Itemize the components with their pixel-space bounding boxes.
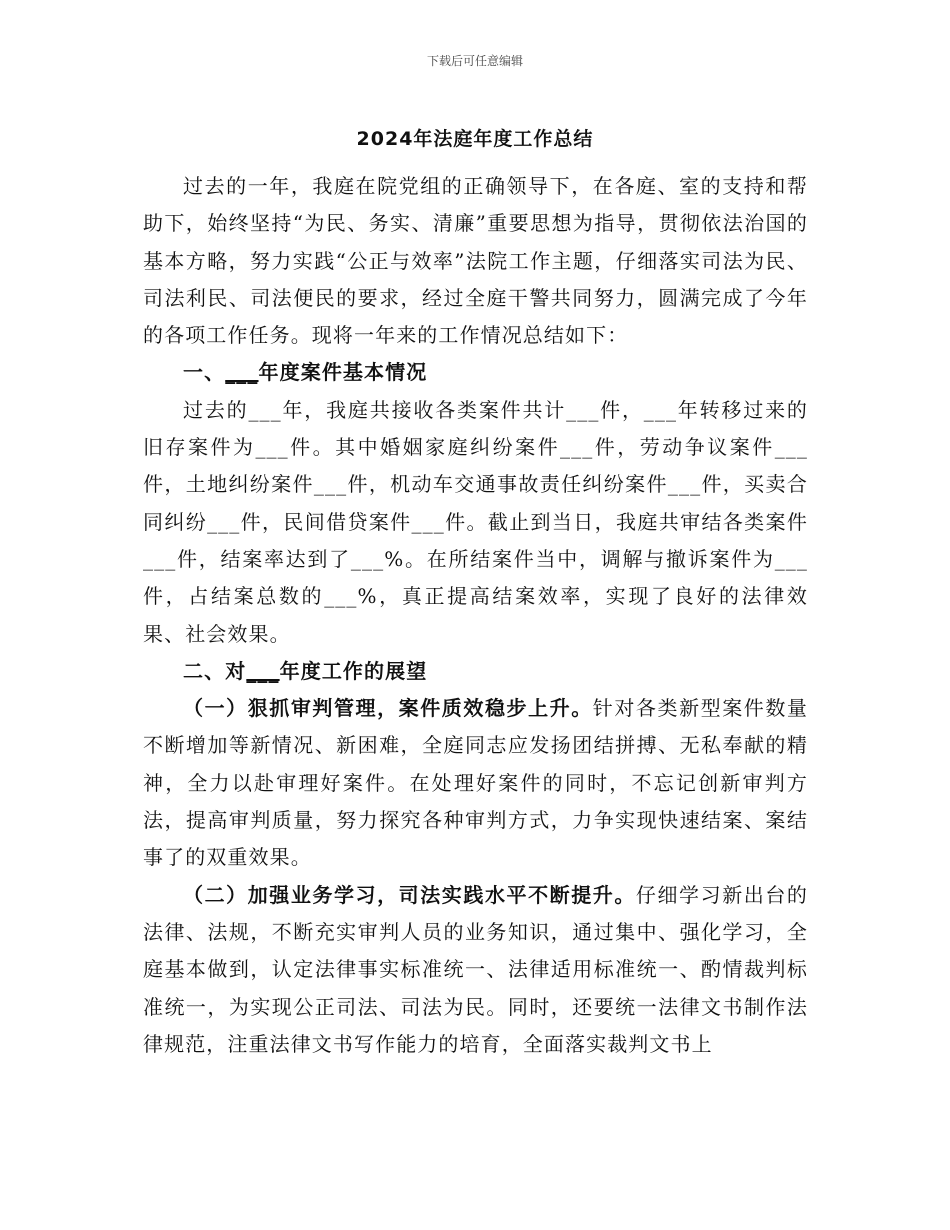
item-2-paragraph (143, 877, 808, 1063)
item-1-paragraph (143, 690, 808, 876)
section-1-prefix: 一、 (183, 360, 226, 385)
document-body (143, 168, 808, 1063)
section-1-blank: ___ (225, 360, 259, 385)
item-1-lead: （一）狠抓审判管理，案件质效稳步上升。 (183, 696, 593, 721)
section-heading-2 (143, 653, 808, 690)
item-2-lead: （二）加强业务学习，司法实践水平不断提升。 (183, 882, 636, 907)
item-1-text: 针对各类新型案件数量不断增加等新情况、新困难，全庭同志应发扬团结拼搏、无私奉献的精神，全力以赴审理好案件。在处理好案件的同时，不忘记创新审判方法，提高审判质量，努力探究各种审判方式，力争实现快速结案、案结事了的双重效果。 (143, 696, 809, 870)
section-2-suffix: 年度工作的展望 (279, 658, 428, 683)
header-note: 下载后可任意编辑 (426, 54, 523, 68)
intro-paragraph: 过去的一年，我庭在院党组的正确领导下，在各庭、室的支持和帮助下，始终坚持“为民、务实、清廉”重要思想为指导，贯彻依法治国的基本方略，努力实践“公正与效率”法院工作主题，仔细落实司法为民、司法利民、司法便民的要求，经过全庭干警共同努力，圆满完成了今年的各项工作任务。现将一年来的工作情况总结如下： (143, 174, 808, 348)
section-2-blank: ___ (246, 658, 280, 683)
document-title: 2024年法庭年度工作总结 (356, 128, 594, 150)
section-heading-1 (143, 354, 808, 391)
section-1-paragraph: 过去的___年，我庭共接收各类案件共计___件，___年转移过来的旧存案件为___件。其中婚姻家庭纠纷案件___件，劳动争议案件___件，土地纠纷案件___件，机动车交通事故责任纠纷案件___件，买卖合同纠纷___件，民间借贷案件___件。截止到当日，我庭共审结各类案件___件，结案率达到了___%。在所结案件当中，调解与撤诉案件为___件，占结案总数的___%，真正提高结案效率，实现了良好的法律效果、社会效果。 (143, 397, 808, 646)
section-1-suffix: 年度案件基本情况 (258, 360, 428, 385)
section-2-prefix: 二、对 (183, 658, 247, 683)
item-2-text: 仔细学习新出台的法律、法规，不断充实审判人员的业务知识，通过集中、强化学习，全庭基本做到，认定法律事实标准统一、法律适用标准统一、酌情裁判标准统一，为实现公正司法、司法为民。同时，还要统一法律文书制作法律规范，注重法律文书写作能力的培育，全面落实裁判文书上 (143, 882, 808, 1056)
